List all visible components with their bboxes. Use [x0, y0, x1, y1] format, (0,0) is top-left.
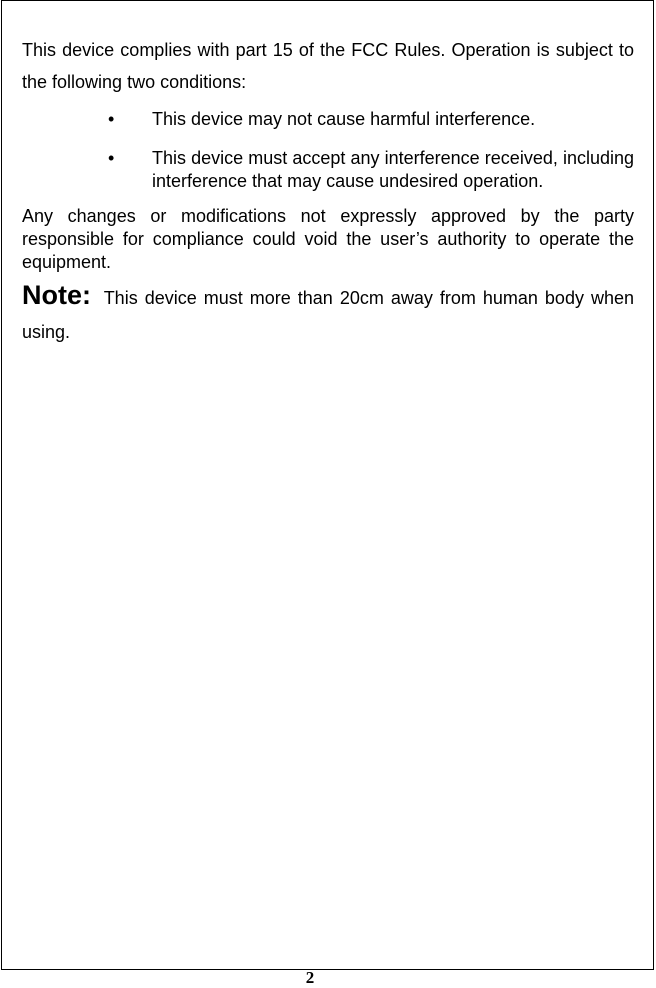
conditions-list [22, 108, 634, 193]
condition-item [22, 108, 634, 131]
note-text: This device must more than 20cm away from human body when using. [22, 288, 634, 342]
note-paragraph [22, 278, 634, 349]
bullet-icon: • [108, 109, 115, 129]
condition-text: This device may not cause harmful interference. [152, 109, 536, 129]
note-label: Note: [22, 280, 91, 310]
changes-warning-paragraph: Any changes or modifications not expressly approved by the party responsible for compliance could void the user’s authority to operate the equipment. [22, 206, 634, 272]
fcc-intro-paragraph: This device complies with part 15 of the FCC Rules. Operation is subject to the following two conditions: [22, 40, 634, 92]
bullet-icon: • [108, 148, 115, 168]
condition-text: This device must accept any interference received, including interference that may cause undesired operation. [152, 148, 634, 191]
condition-item [22, 147, 634, 193]
page-number: 2 [305, 968, 315, 987]
document-body [22, 34, 634, 349]
